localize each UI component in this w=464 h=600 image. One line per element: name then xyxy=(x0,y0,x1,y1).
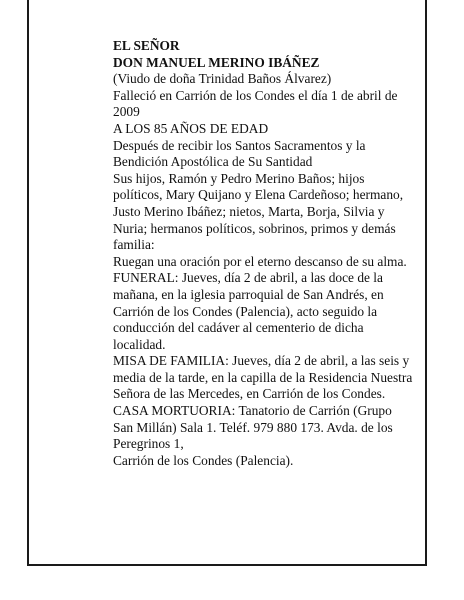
widower-line: (Viudo de doña Trinidad Baños Álvarez) xyxy=(113,71,332,87)
obituary-notice xyxy=(113,38,413,469)
city-line: Carrión de los Condes (Palencia). xyxy=(113,452,294,468)
prayer-line: Ruegan una oración por el eterno descanso de su alma. xyxy=(113,253,407,269)
age-line: A LOS 85 AÑOS DE EDAD xyxy=(113,120,269,136)
sacraments-line: Después de recibir los Santos Sacramentos y la Bendición Apostólica de Su Santidad xyxy=(113,137,366,170)
notice-title-line2: DON MANUEL MERINO IBÁÑEZ xyxy=(113,54,320,70)
mortuary-line: CASA MORTUORIA: Tanatorio de Carrión (Grupo San Millán) Sala 1. Teléf. 979 880 173. Avda. de los Peregrinos 1, xyxy=(113,403,393,452)
funeral-line: FUNERAL: Jueves, día 2 de abril, a las doce de la mañana, en la iglesia parroquial de San Andrés, en Carrión de los Condes (Palencia), acto seguido la conducción del cadáver al cementerio de dicha localidad. xyxy=(113,270,384,352)
death-line: Falleció en Carrión de los Condes el día 1 de abril de 2009 xyxy=(113,87,398,120)
family-line: Sus hijos, Ramón y Pedro Merino Baños; hijos políticos, Mary Quijano y Elena Cardeñoso; hermano, Justo Merino Ibáñez; nietos, Marta, Borja, Silvia y Nuria; hermanos políticos, sobrinos, primos y demás familia: xyxy=(113,170,404,253)
mass-line: MISA DE FAMILIA: Jueves, día 2 de abril, a las seis y media de la tarde, en la capilla de la Residencia Nuestra Señora de las Mercedes, en Carrión de los Condes. xyxy=(113,353,413,402)
notice-title-line1: EL SEÑOR xyxy=(113,38,180,53)
